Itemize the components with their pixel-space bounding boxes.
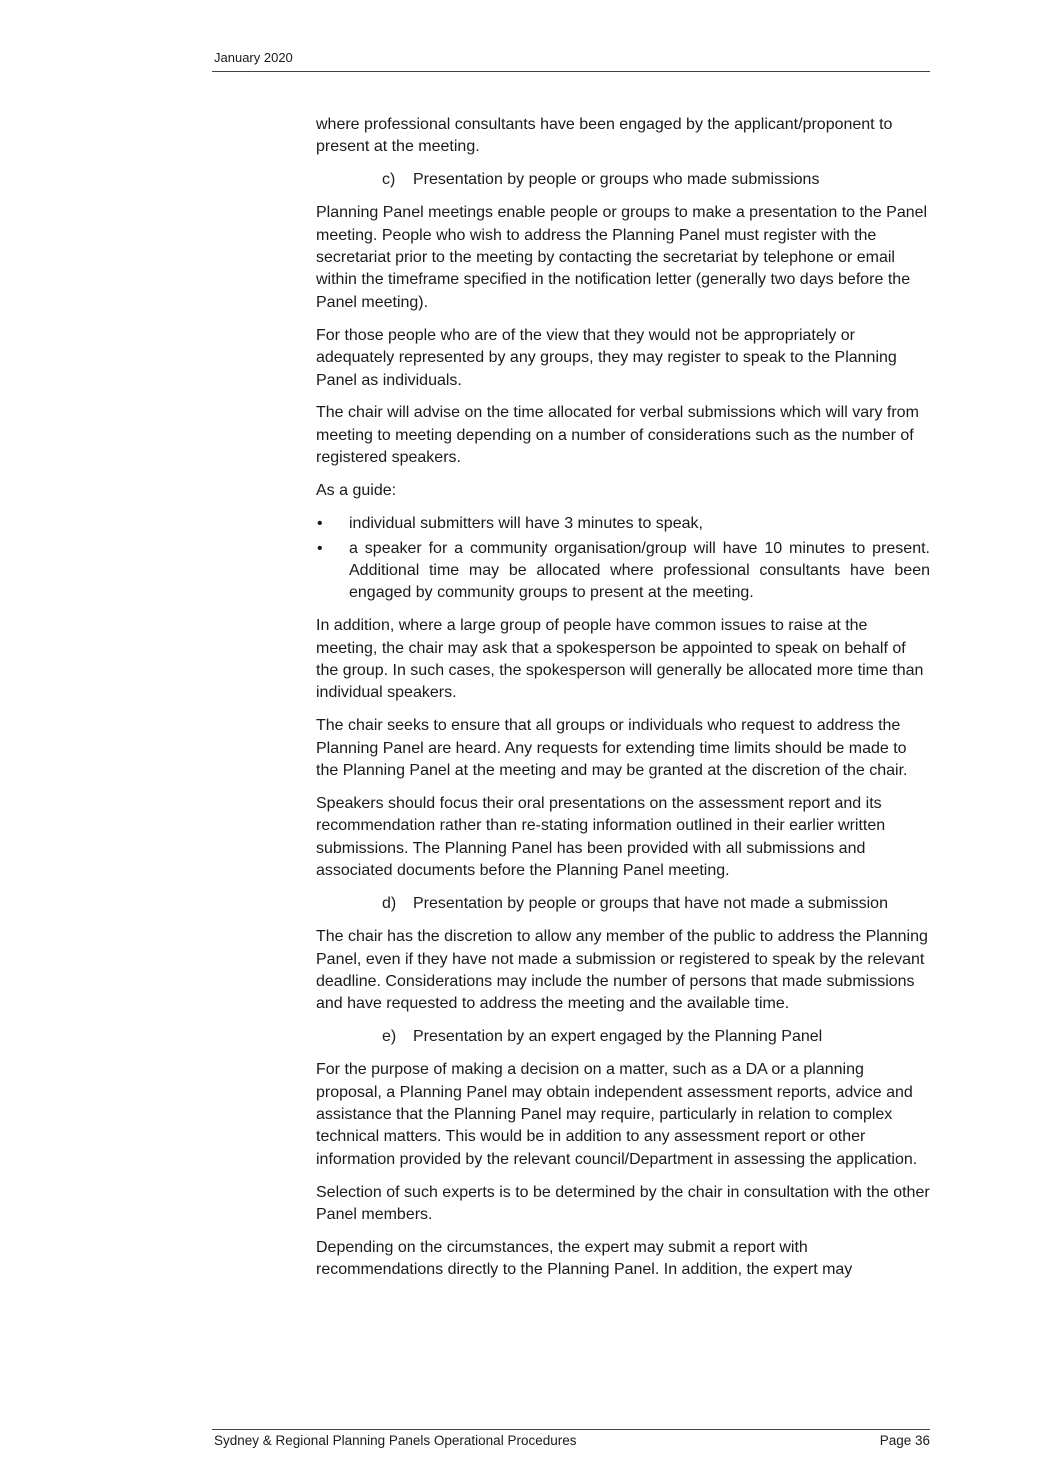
section-letter: e) bbox=[382, 1028, 397, 1046]
bullet-item bbox=[316, 538, 930, 605]
section-heading-text: Presentation by people or groups that have not made a submission bbox=[413, 895, 888, 913]
section-letter: c) bbox=[382, 171, 396, 189]
bullet-text: a speaker for a community organisation/group will have 10 minutes to present. Additional time may be allocated where professional consultants have been engaged by community groups to present at the meeting. bbox=[349, 539, 930, 602]
header-date: January 2020 bbox=[214, 50, 293, 65]
paragraph: The chair seeks to ensure that all groups or individuals who request to address the Planning Panel are heard. Any requests for extending time limits should be made to the Planning Panel at the meeting and may be granted at the discretion of the chair. bbox=[316, 717, 908, 780]
header-divider bbox=[212, 71, 930, 72]
footer-divider bbox=[212, 1429, 930, 1430]
bullet-text: individual submitters will have 3 minutes to speak, bbox=[349, 515, 703, 533]
paragraph: where professional consultants have been engaged by the applicant/proponent to present at the meeting. bbox=[316, 116, 893, 156]
section-heading-e bbox=[316, 1026, 930, 1048]
section-heading-text: Presentation by an expert engaged by the Planning Panel bbox=[413, 1028, 823, 1046]
paragraph: The chair will advise on the time allocated for verbal submissions which will vary from meeting to meeting depending on a number of considerations such as the number of registered speakers. bbox=[316, 404, 919, 467]
page-number: Page 36 bbox=[879, 1433, 930, 1448]
section-heading-c bbox=[316, 169, 930, 191]
paragraph: Depending on the circumstances, the expert may submit a report with recommendations directly to the Planning Panel. In addition, the expert may bbox=[316, 1238, 853, 1279]
section-heading-d bbox=[316, 893, 930, 915]
paragraph: As a guide: bbox=[316, 482, 397, 500]
paragraph: Planning Panel meetings enable people or groups to make a presentation to the Panel meeting. People who wish to address the Planning Panel must register with the secretariat prior to the meeting by contacting the secretariat by telephone or email within the timeframe specified in the notification letter (generally two days before the Panel meeting). bbox=[316, 204, 928, 311]
paragraph: Selection of such experts is to be determined by the chair in consultation with the other Panel members. bbox=[316, 1183, 930, 1224]
footer-title: Sydney & Regional Planning Panels Operational Procedures bbox=[214, 1433, 577, 1448]
paragraph: For the purpose of making a decision on a matter, such as a DA or a planning proposal, a Planning Panel may obtain independent assessment reports, advice and assistance that the Planning Panel may require, particularly in relation to complex technical matters. This would be in addition to any assessment report or other information provided by the relevant council/Department in assessing the application. bbox=[316, 1061, 918, 1168]
bullet-icon: • bbox=[317, 515, 323, 533]
paragraph: In addition, where a large group of people have common issues to raise at the meeting, the chair may ask that a spokesperson be appointed to speak on behalf of the group. In such cases, the spokesperson will generally be allocated more time than individual speakers. bbox=[316, 617, 924, 702]
bullet-item bbox=[316, 513, 930, 535]
bullet-icon: • bbox=[317, 539, 323, 557]
bullet-list bbox=[316, 513, 930, 605]
section-letter: d) bbox=[382, 895, 397, 913]
paragraph: Speakers should focus their oral presentations on the assessment report and its recommendation rather than re-stating information outlined in their earlier written submissions. The Planning Panel has been provided with all submissions and associated documents before the Planning Panel meeting. bbox=[316, 795, 886, 880]
document-body bbox=[316, 114, 930, 1292]
paragraph: The chair has the discretion to allow any member of the public to address the Planning Panel, even if they have not made a submission or registered to speak by the relevant deadline. Considerations may include the number of persons that made submissions and have requested to address the meeting and the available time. bbox=[316, 928, 928, 1013]
section-heading-text: Presentation by people or groups who made submissions bbox=[413, 171, 820, 189]
paragraph: For those people who are of the view that they would not be appropriately or adequately represented by any groups, they may register to speak to the Planning Panel as individuals. bbox=[316, 326, 897, 389]
